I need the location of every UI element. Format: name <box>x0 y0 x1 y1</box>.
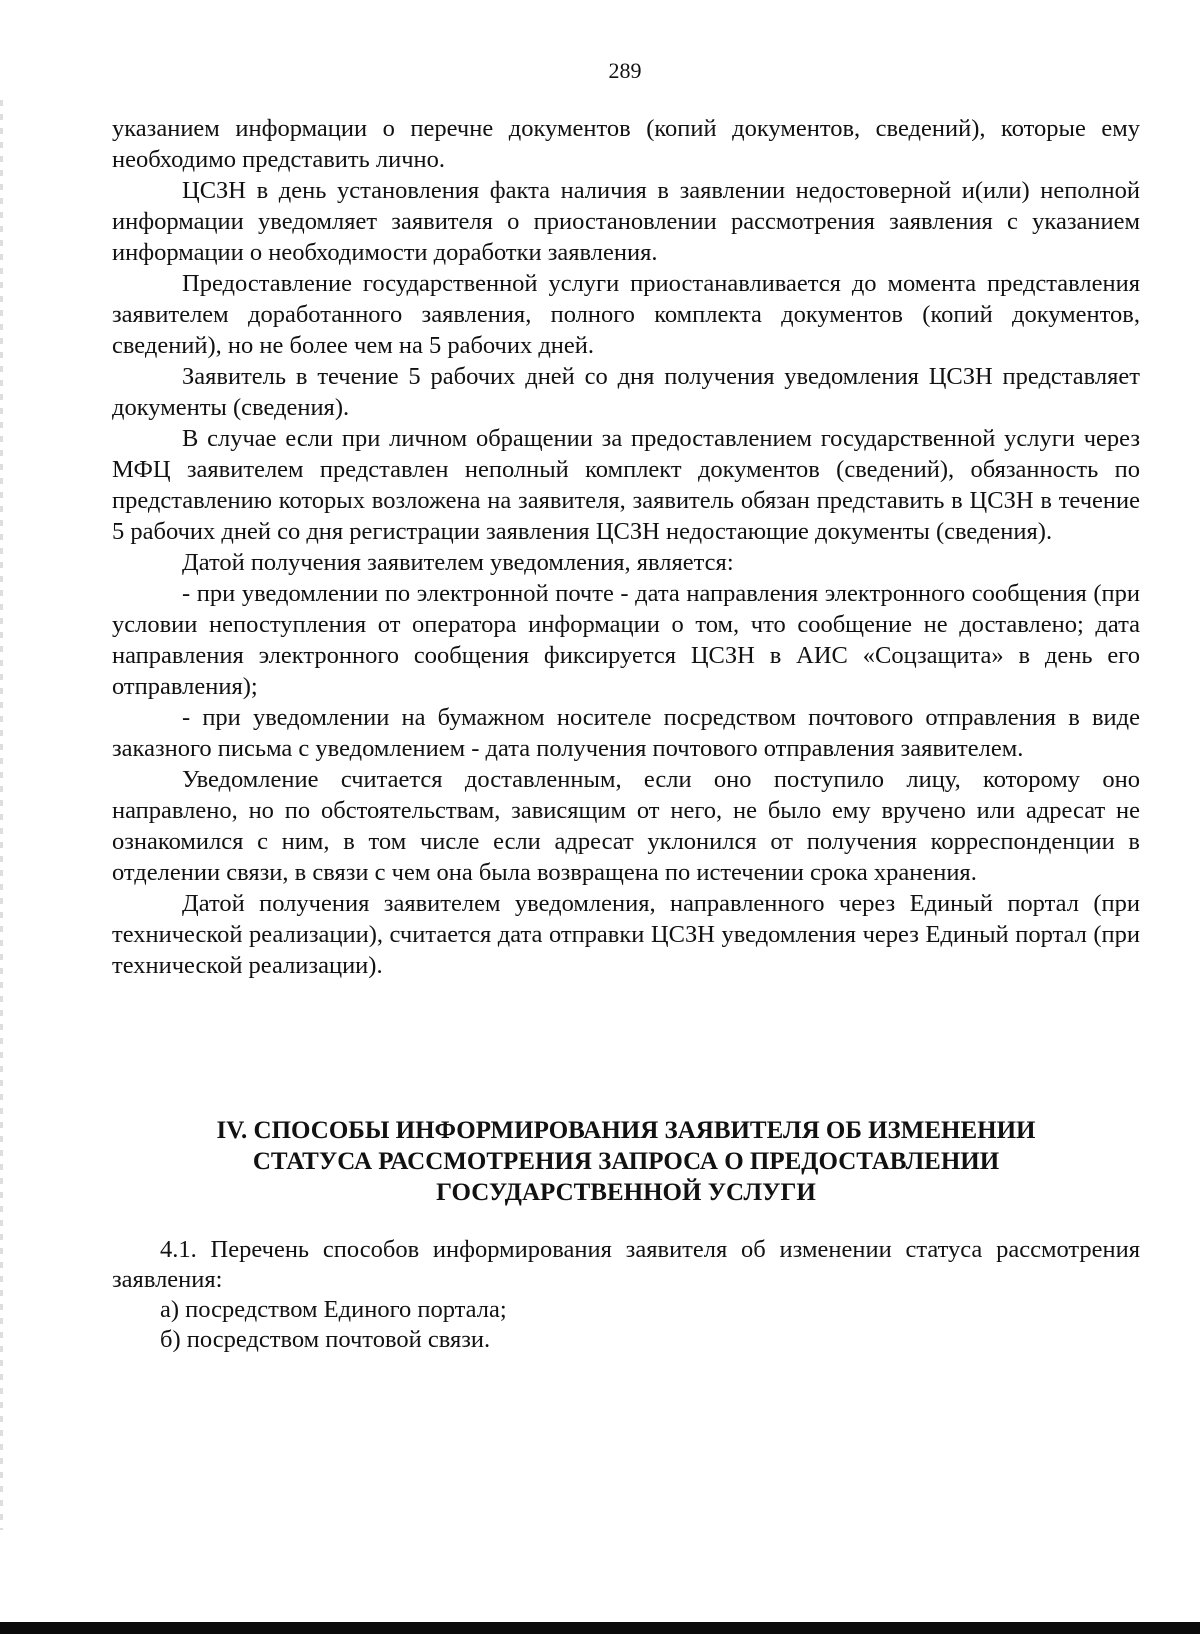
paragraph: Заявитель в течение 5 рабочих дней со дня получения уведомления ЦСЗН представляет документы (сведения). <box>112 363 1140 421</box>
paragraph: - при уведомлении по электронной почте - дата направления электронного сообщения (при условии непоступления от оператора информации о том, что сообщение не доставлено; дата направления электронного сообщения фиксируется ЦСЗН в АИС «Соцзащита» в день его отправления); <box>112 580 1140 700</box>
section-heading <box>112 1115 1140 1208</box>
scan-left-edge <box>0 100 3 1530</box>
paragraph: Предоставление государственной услуги приостанавливается до момента представления заявителем доработанного заявления, полного комплекта документов (копий документов, сведений), но не более чем на 5 рабочих дней. <box>112 270 1140 359</box>
paragraph: указанием информации о перечне документов (копий документов, сведений), которые ему необходимо представить лично. <box>112 115 1140 173</box>
scan-bottom-edge <box>0 1622 1200 1634</box>
section-heading-line: ГОСУДАРСТВЕННОЙ УСЛУГИ <box>436 1179 816 1206</box>
section-heading-line: СТАТУСА РАССМОТРЕНИЯ ЗАПРОСА О ПРЕДОСТАВЛЕНИИ <box>252 1148 1000 1175</box>
page-number: 289 <box>608 58 642 83</box>
paragraph: Датой получения заявителем уведомления, направленного через Единый портал (при технической реализации), считается дата отправки ЦСЗН уведомления через Единый портал (при технической реализации). <box>112 890 1140 979</box>
body-text <box>112 113 1140 981</box>
section-heading-line: IV. СПОСОБЫ ИНФОРМИРОВАНИЯ ЗАЯВИТЕЛЯ ОБ ИЗМЕНЕНИИ <box>216 1117 1036 1144</box>
paragraph: ЦСЗН в день установления факта наличия в заявлении недостоверной и(или) неполной информации уведомляет заявителя о приостановлении рассмотрения заявления с указанием информации о необходимости доработки заявления. <box>112 177 1140 266</box>
paragraph: - при уведомлении на бумажном носителе посредством почтового отправления в виде заказного письма с уведомлением - дата получения почтового отправления заявителем. <box>112 704 1140 762</box>
section-intro: 4.1. Перечень способов информирования заявителя об изменении статуса рассмотрения заявления: <box>112 1236 1140 1293</box>
list-item: а) посредством Единого портала; <box>160 1296 507 1323</box>
list-item: б) посредством почтовой связи. <box>160 1326 491 1353</box>
section-text <box>112 1235 1140 1355</box>
paragraph: В случае если при личном обращении за предоставлением государственной услуги через МФЦ заявителем представлен неполный комплект документов (сведений), обязанность по представлению которых возложена на заявителя, заявитель обязан представить в ЦСЗН в течение 5 рабочих дней со дня регистрации заявления ЦСЗН недостающие документы (сведения). <box>112 425 1140 545</box>
paragraph: Уведомление считается доставленным, если оно поступило лицу, которому оно направлено, но по обстоятельствам, зависящим от него, не было ему вручено или адресат не ознакомился с ним, в том числе если адресат уклонился от получения корреспонденции в отделении связи, в связи с чем она была возвращена по истечении срока хранения. <box>112 766 1140 886</box>
paragraph: Датой получения заявителем уведомления, является: <box>182 549 734 576</box>
